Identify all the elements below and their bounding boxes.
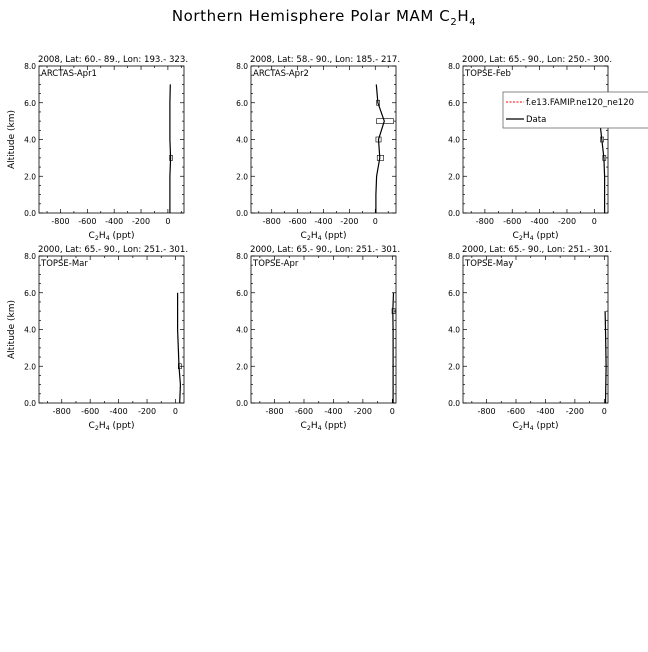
legend-data-label: Data [526, 115, 547, 125]
title-main: Northern Hemisphere Polar MAM C [171, 7, 451, 25]
y-tick-label: 0.0 [236, 209, 248, 218]
x-tick-label: -600 [81, 407, 100, 416]
campaign-label: TOPSE-Mar [41, 259, 88, 269]
x-tick-label: -600 [294, 407, 314, 416]
error-box [377, 119, 394, 124]
title-subscript: 2 [450, 17, 458, 28]
plot-frame [39, 66, 184, 213]
y-tick-label: 6.0 [24, 288, 36, 298]
x-tick-label: 0 [601, 407, 607, 416]
campaign-label: TOPSE-May [465, 259, 514, 269]
figure-title [0, 7, 648, 28]
x-axis-label: $C_2H_4$ (ppt) [88, 231, 135, 242]
panel-header: 2000, Lat: 65.- 90., Lon: 250.- 300. [462, 55, 613, 65]
y-tick-label: 0.0 [448, 209, 460, 218]
x-tick-label: -800 [477, 407, 496, 416]
x-tick-label: -400 [314, 217, 333, 226]
y-tick-label: 6.0 [24, 98, 36, 108]
x-tick-label: -400 [105, 217, 124, 226]
x-tick-label: 0 [172, 407, 179, 416]
error-box [377, 155, 383, 160]
y-tick-label: 8.0 [448, 62, 460, 71]
x-tick-label: 0 [372, 217, 378, 226]
y-tick-label: 4.0 [448, 325, 460, 335]
campaign-label: ARCTAS-Apr1 [41, 69, 97, 79]
data-line [170, 84, 171, 213]
x-axis-label: $C_2H_4$ (ppt) [300, 231, 347, 242]
panel-3 [448, 55, 612, 242]
x-tick-label: 0 [165, 217, 171, 226]
x-tick-label: -200 [557, 217, 577, 226]
plot-frame [463, 66, 608, 213]
panel-header: 2008, Lat: 58.- 90., Lon: 185.- 217. [250, 55, 401, 65]
panel-header: 2000, Lat: 65.- 90., Lon: 251.- 301. [38, 245, 189, 255]
x-tick-label: -600 [506, 407, 526, 416]
x-tick-label: -200 [131, 217, 151, 226]
x-tick-label: -200 [565, 407, 584, 416]
x-tick-label: -800 [52, 407, 71, 416]
campaign-label: TOPSE-Apr [253, 259, 299, 269]
panel-2 [236, 55, 400, 242]
y-tick-label: 8.0 [236, 62, 248, 71]
x-tick-label: -600 [288, 217, 307, 226]
legend [503, 92, 648, 128]
x-tick-label: -800 [475, 217, 494, 226]
y-tick-label: 2.0 [236, 362, 248, 372]
x-axis-label: $C_2H_4$ (ppt) [300, 421, 347, 432]
y-tick-label: 4.0 [236, 325, 248, 335]
y-tick-label: 6.0 [448, 98, 460, 108]
y-tick-label: 4.0 [24, 135, 36, 145]
plot-frame [463, 256, 608, 403]
x-tick-label: -600 [503, 217, 522, 226]
x-tick-label: -200 [340, 217, 359, 226]
y-tick-label: 0.0 [24, 399, 36, 408]
panel-1 [7, 55, 188, 242]
campaign-label: ARCTAS-Apr2 [253, 69, 309, 79]
y-tick-label: 6.0 [236, 288, 248, 298]
legend-model-label: f.e13.FAMIP.ne120_ne120 [526, 98, 635, 108]
y-tick-label: 8.0 [448, 252, 460, 261]
y-tick-label: 8.0 [236, 252, 248, 261]
x-tick-label: -800 [262, 217, 281, 226]
y-tick-label: 2.0 [448, 362, 460, 372]
x-axis-label: $C_2H_4$ (ppt) [88, 421, 135, 432]
panel-header: 2000, Lat: 65.- 90., Lon: 251.- 301. [250, 245, 401, 255]
y-tick-label: 4.0 [24, 325, 36, 335]
y-tick-label: 8.0 [24, 62, 36, 71]
data-line [376, 84, 384, 213]
y-tick-label: 2.0 [24, 172, 36, 182]
y-axis-label: Altitude (km) [7, 299, 17, 360]
x-tick-label: -200 [353, 407, 372, 416]
y-tick-label: 0.0 [236, 399, 248, 408]
panel-header: 2008, Lat: 60.- 89., Lon: 193.- 323. [38, 55, 189, 65]
y-tick-label: 0.0 [24, 209, 36, 218]
x-tick-label: -800 [51, 217, 70, 226]
y-tick-label: 2.0 [24, 362, 36, 372]
x-tick-label: -600 [78, 217, 97, 226]
campaign-label: TOPSE-Feb [465, 69, 511, 79]
x-tick-label: -800 [265, 407, 284, 416]
y-tick-label: 2.0 [236, 172, 248, 182]
plot-frame [251, 256, 396, 403]
x-axis-label: $C_2H_4$ (ppt) [512, 421, 559, 432]
y-tick-label: 0.0 [448, 399, 460, 408]
panel-5 [236, 245, 400, 432]
y-tick-label: 8.0 [24, 252, 36, 261]
y-tick-label: 4.0 [448, 135, 460, 145]
x-tick-label: -400 [324, 407, 343, 416]
y-axis-label: Altitude (km) [7, 109, 17, 170]
y-tick-label: 4.0 [236, 135, 248, 145]
x-tick-label: 0 [591, 217, 597, 226]
y-tick-label: 6.0 [236, 98, 248, 108]
x-axis-label: $C_2H_4$ (ppt) [512, 231, 559, 242]
plot-frame [39, 256, 184, 403]
x-tick-label: -400 [530, 217, 549, 226]
data-line [178, 293, 181, 403]
x-tick-label: -400 [109, 407, 128, 416]
y-tick-label: 2.0 [448, 172, 460, 182]
data-line [393, 293, 394, 403]
plot-frame [251, 66, 396, 213]
panel-header: 2000, Lat: 65.- 90., Lon: 251.- 301. [462, 245, 613, 255]
x-tick-label: -200 [137, 407, 157, 416]
x-tick-label: 0 [389, 407, 395, 416]
data-line [605, 311, 606, 403]
title-tail: H [457, 7, 470, 25]
y-tick-label: 6.0 [448, 288, 460, 298]
panel-4 [7, 245, 188, 432]
panel-6 [448, 245, 612, 432]
x-tick-label: -400 [536, 407, 555, 416]
title-subscript-2: 4 [469, 17, 477, 28]
